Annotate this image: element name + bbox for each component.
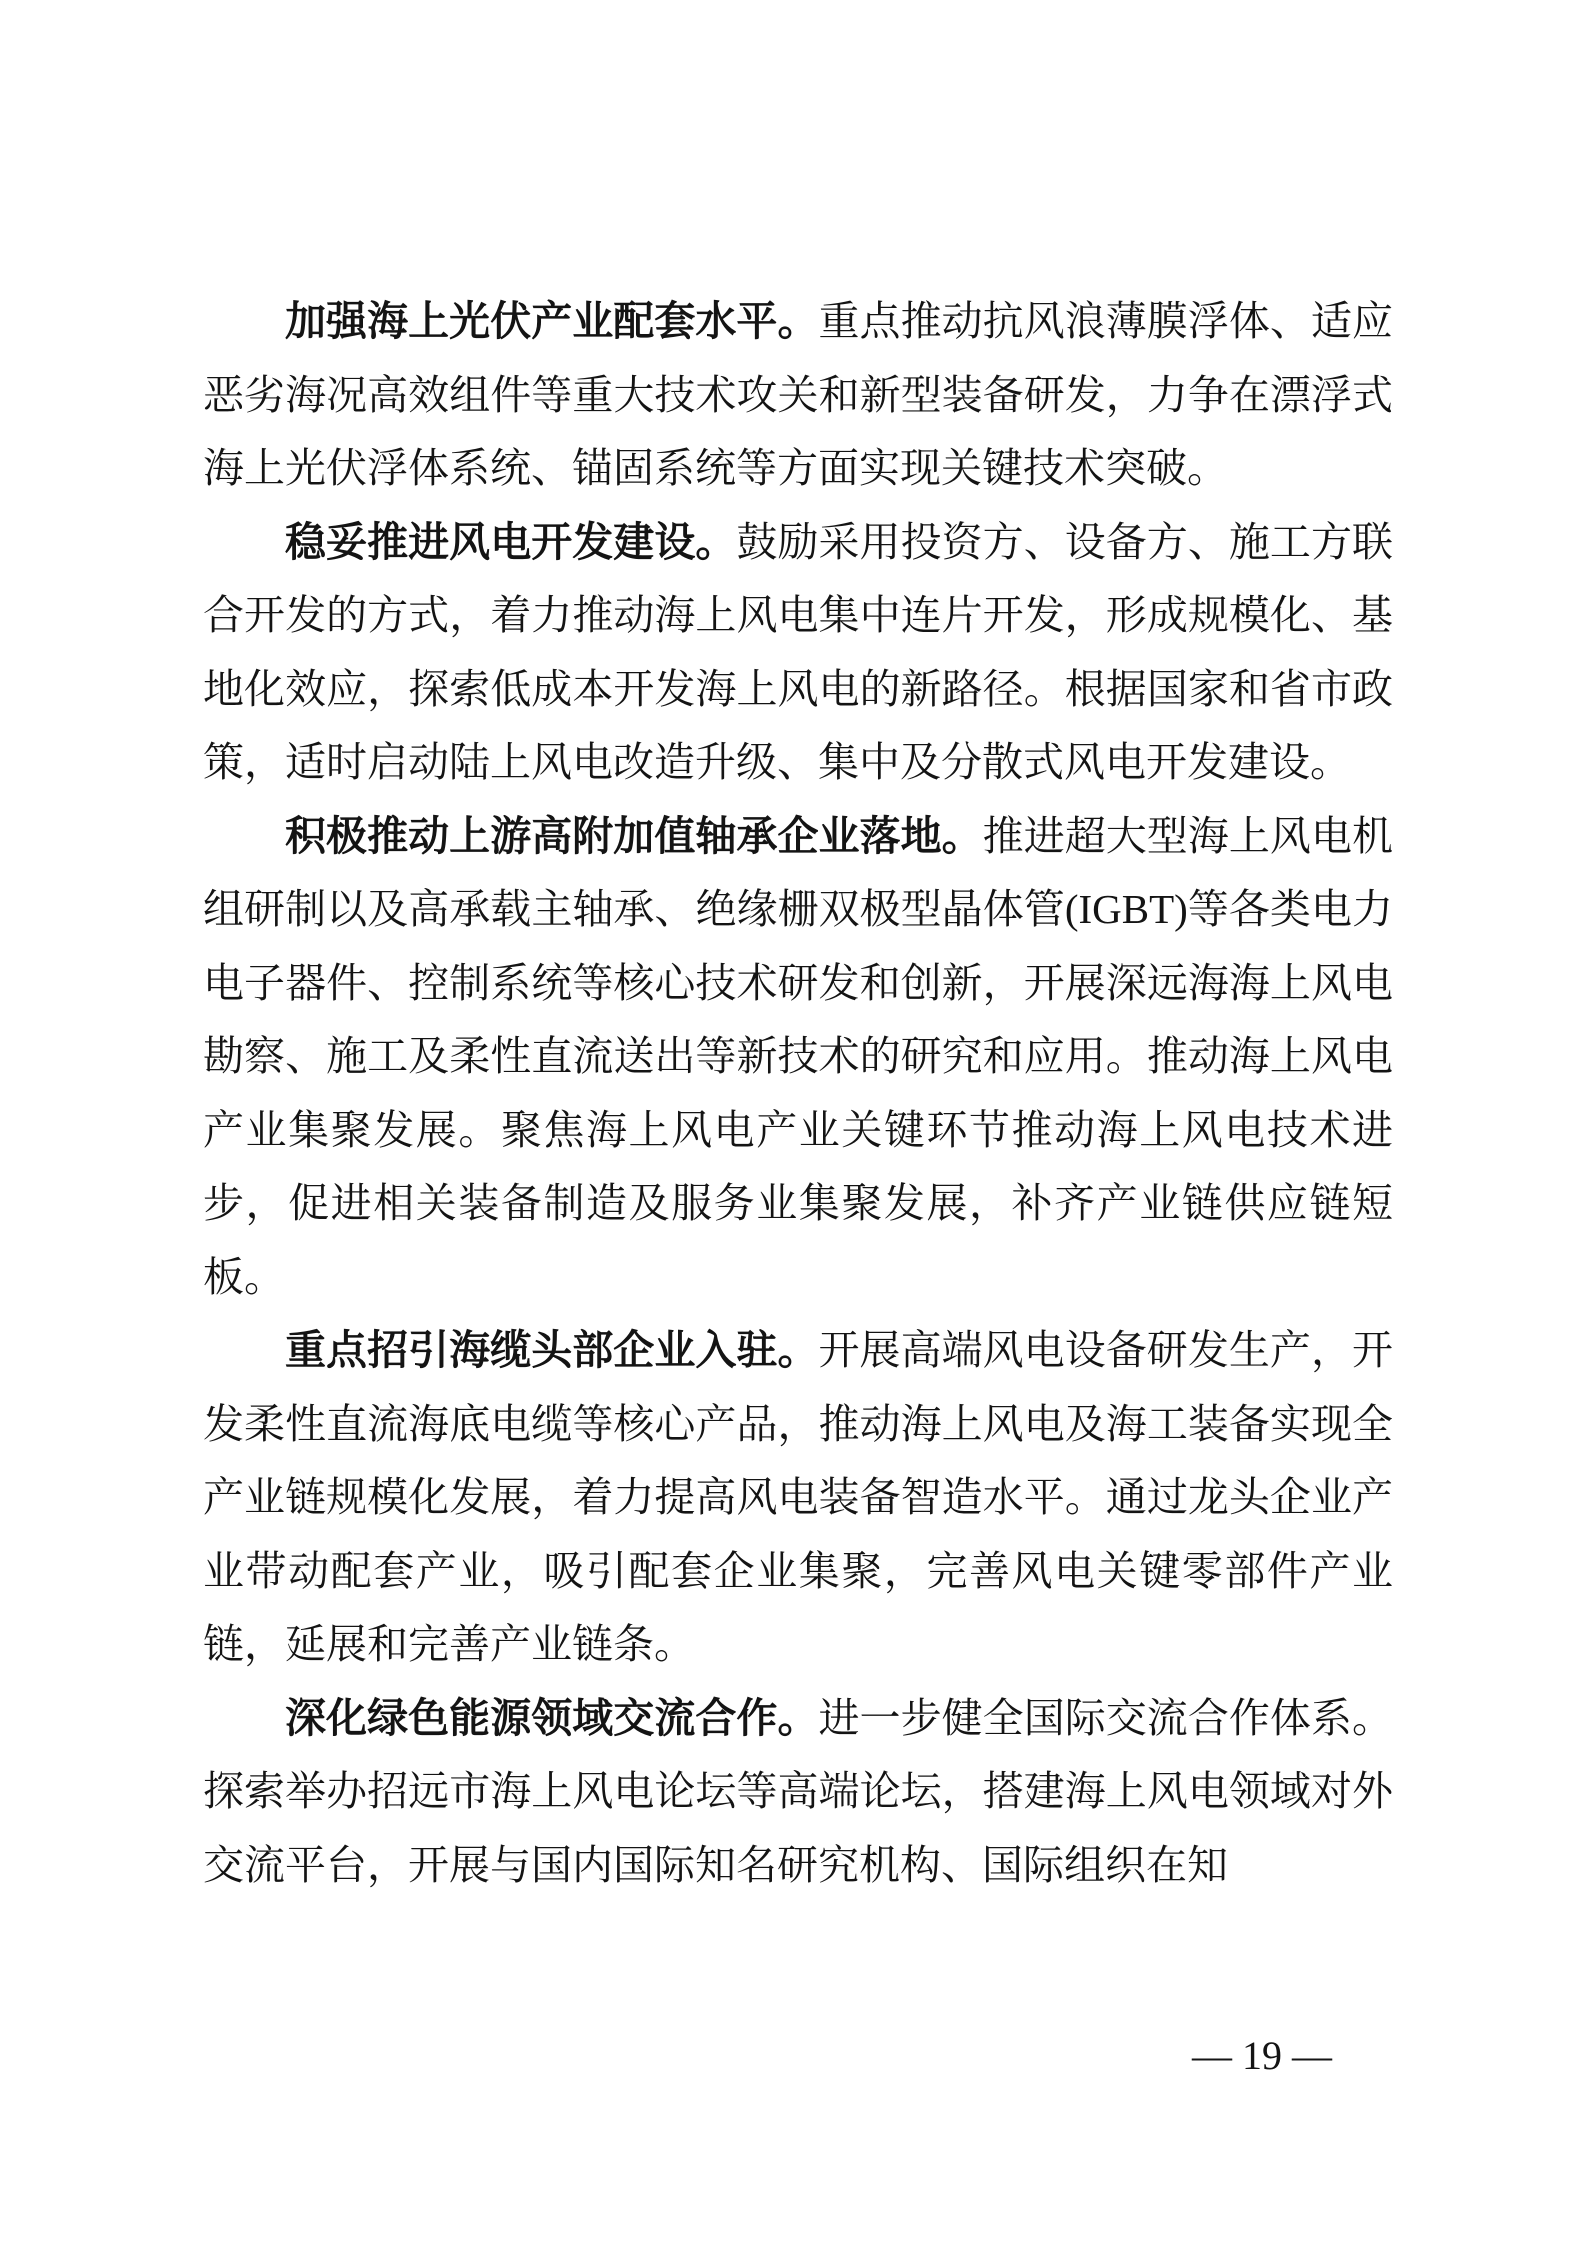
paragraph-text: 开展高端风电设备研发生产，开发柔性直流海底电缆等核心产品，推动海上风电及海工装备实现全产业链规模化发展，着力提高风电装备智造水平。通过龙头企业产业带动配套产业，吸引配套企业集聚，完善风电关键零部件产业链，延展和完善产业链条。 — [203, 1327, 1393, 1667]
paragraph-solar-supporting — [203, 285, 1393, 506]
paragraph-text: 鼓励采用投资方、设备方、施工方联合开发的方式，着力推动海上风电集中连片开发，形成规模化、基地化效应，探索低成本开发海上风电的新路径。根据国家和省市政策，适时启动陆上风电改造升级、集中及分散式风电开发建设。 — [203, 518, 1393, 785]
paragraph-lead: 稳妥推进风电开发建设。 — [285, 518, 737, 565]
page-footer — [1152, 1990, 1332, 2122]
paragraph-text: 进一步健全国际交流合作体系。探索举办招远市海上风电论坛等高端论坛，搭建海上风电领域对外交流平台，开展与国内国际知名研究机构、国际组织在知 — [203, 1694, 1393, 1888]
paragraph-lead: 积极推动上游高附加值轴承企业落地。 — [285, 812, 983, 859]
paragraph-lead: 加强海上光伏产业配套水平。 — [285, 298, 819, 344]
paragraph-bearing-enterprises — [203, 800, 1393, 1315]
paragraph-lead: 深化绿色能源领域交流合作。 — [285, 1694, 819, 1741]
paragraph-lead: 重点招引海缆头部企业入驻。 — [285, 1327, 819, 1373]
paragraph-submarine-cable — [203, 1314, 1393, 1682]
page-number: — 19 — — [1192, 2033, 1332, 2078]
document-body — [203, 285, 1393, 1902]
paragraph-text: 重点推动抗风浪薄膜浮体、适应恶劣海况高效组件等重大技术攻关和新型装备研发，力争在漂浮式海上光伏浮体系统、锚固系统等方面实现关键技术突破。 — [203, 298, 1393, 491]
paragraph-wind-development — [203, 506, 1393, 800]
paragraph-text: 推进超大型海上风电机组研制以及高承载主轴承、绝缘栅双极型晶体管(IGBT)等各类电力电子器件、控制系统等核心技术研发和创新，开展深远海海上风电勘察、施工及柔性直流送出等新技术的研究和应用。推动海上风电产业集聚发展。聚焦海上风电产业关键环节推动海上风电技术进步，促进相关装备制造及服务业集聚发展，补齐产业链供应链短板。 — [203, 812, 1394, 1300]
paragraph-green-energy-cooperation — [203, 1682, 1393, 1903]
